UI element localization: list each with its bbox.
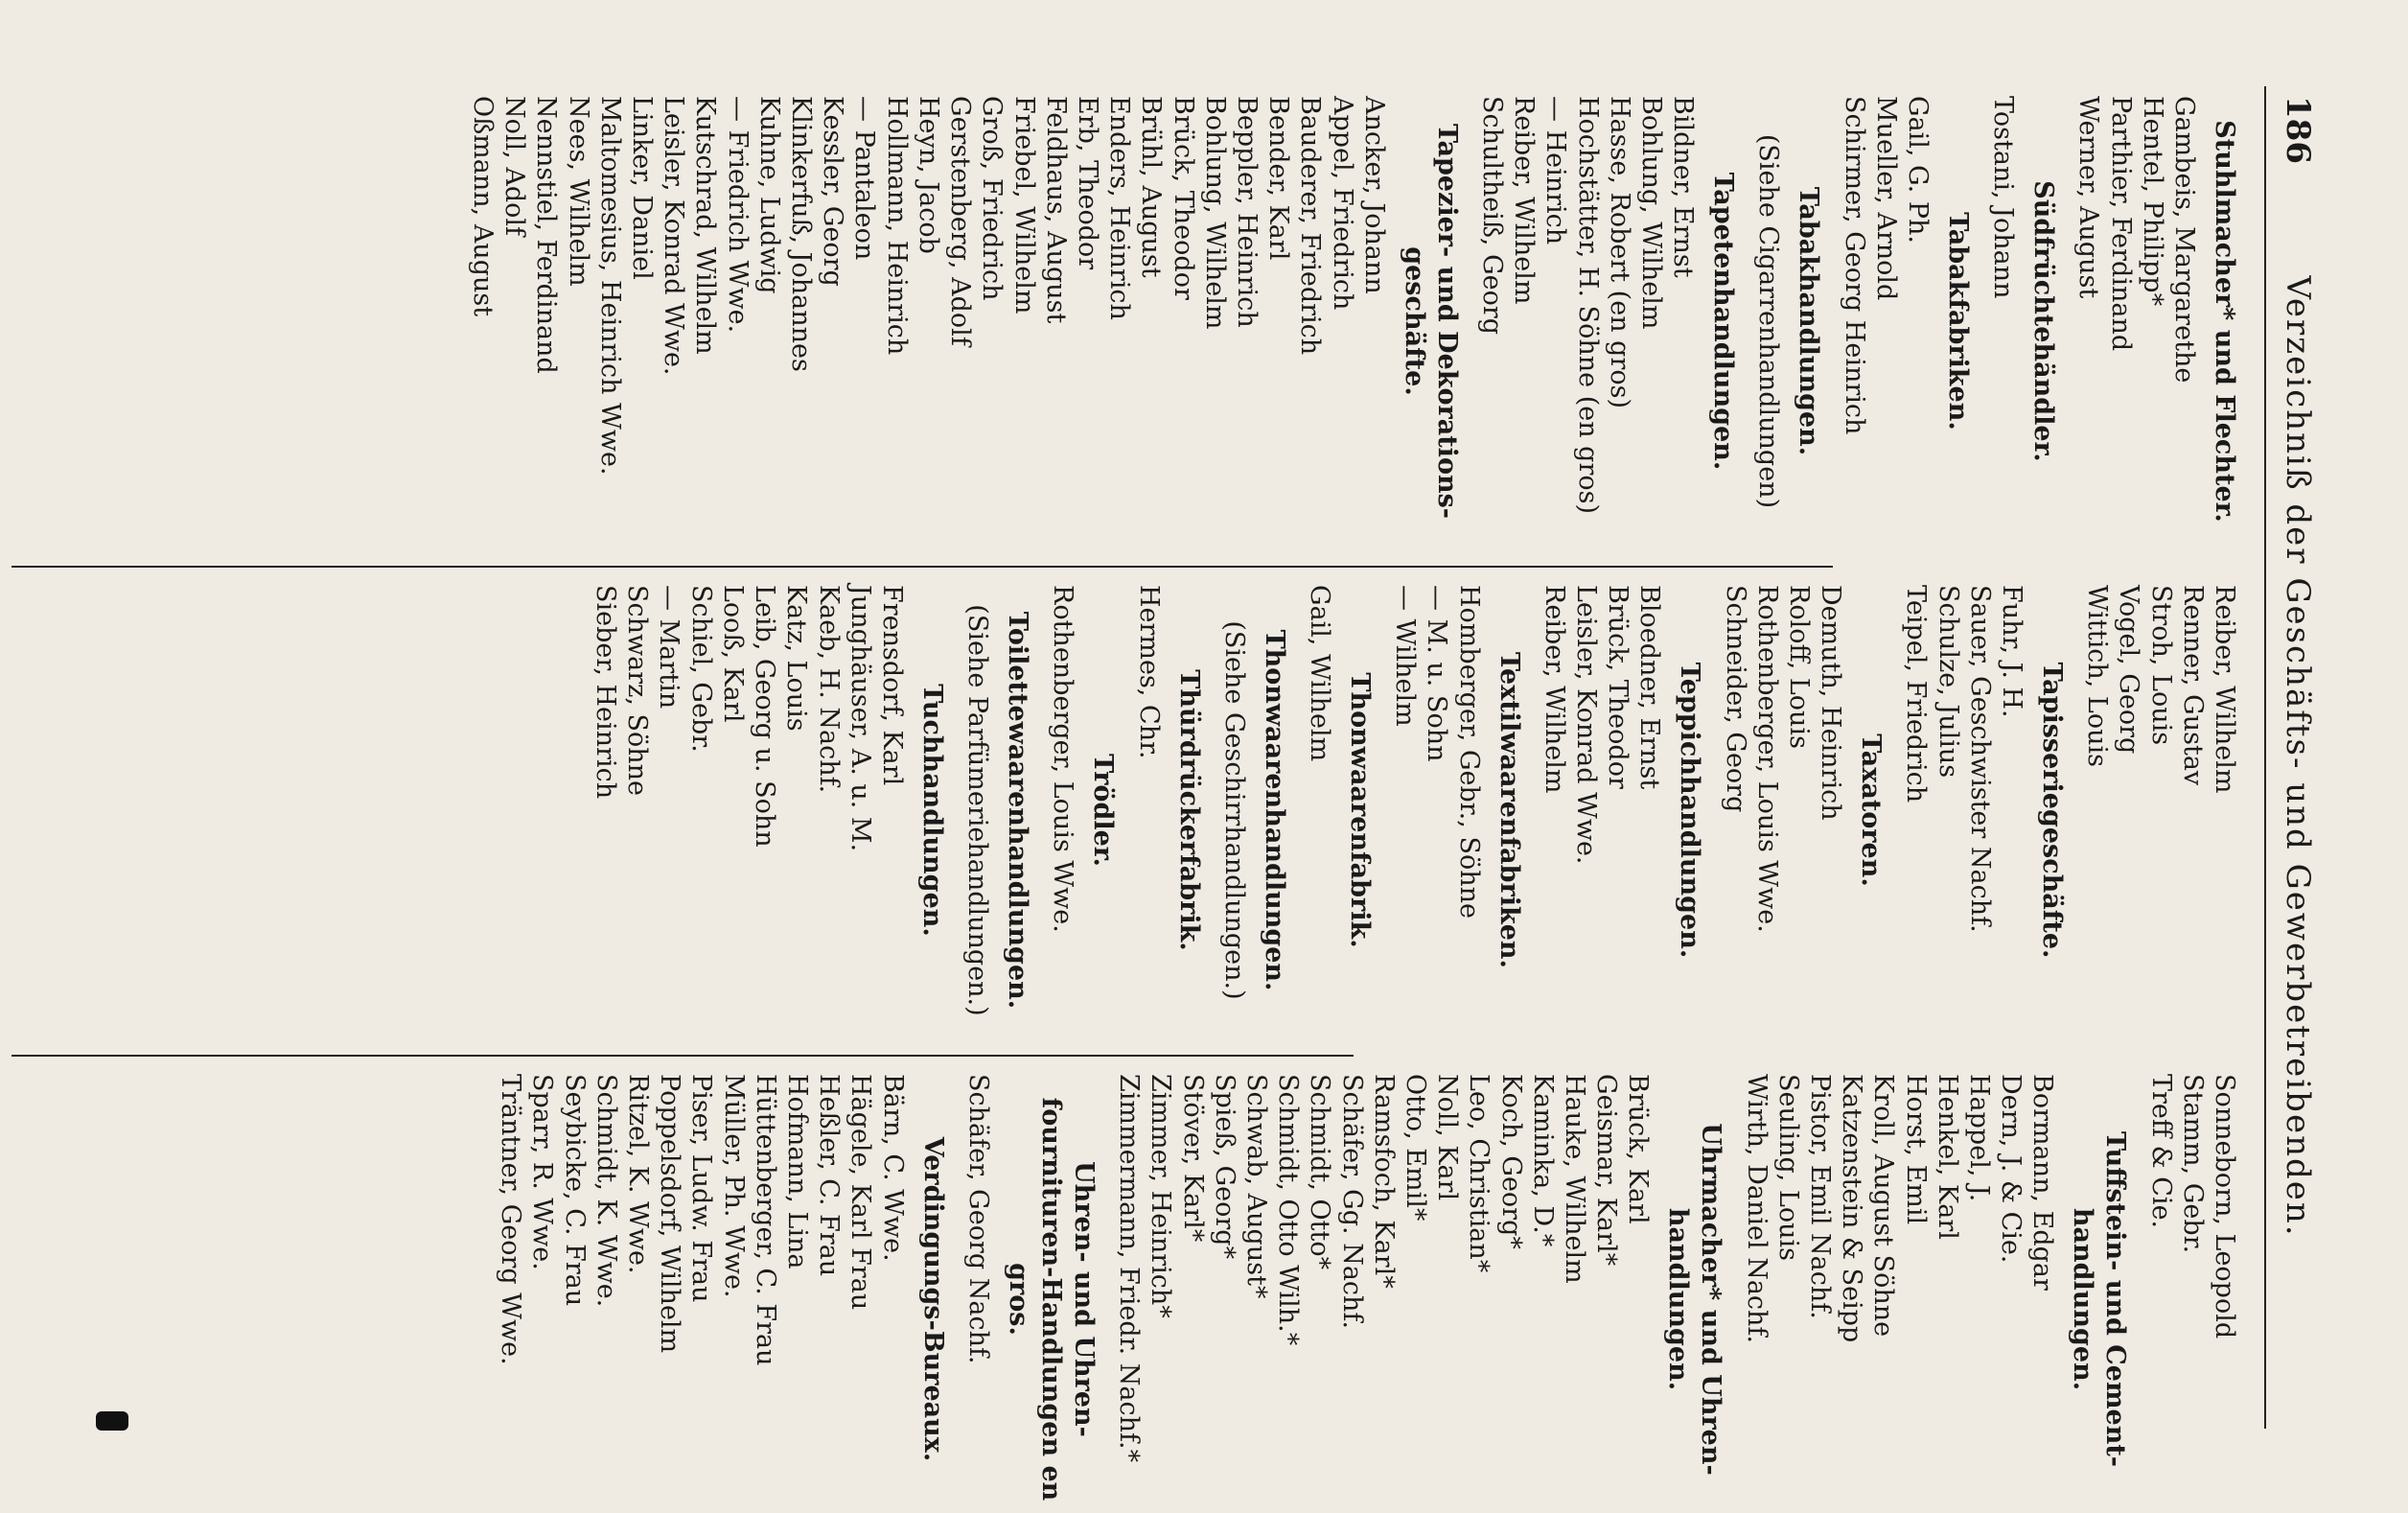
directory-entry: Heyn, Jacob: [913, 96, 943, 254]
directory-entry: Kuhne, Ludwig: [753, 96, 784, 294]
directory-entry: Roloff, Louis: [1783, 585, 1814, 749]
directory-entry: Reiber, Wilhelm: [1509, 96, 1540, 305]
directory-section: [961, 585, 1033, 1036]
page-number: 186: [2279, 96, 2317, 164]
directory-entry: Bormann, Edgar: [2027, 1074, 2058, 1291]
directory-entry: Werner, August: [2073, 96, 2104, 299]
directory-entry: Bildner, Ernst: [1668, 96, 1699, 278]
directory-entry: Gerstenberg, Adolf: [945, 96, 976, 346]
directory-entry: Happel, J.: [1963, 1074, 1994, 1202]
directory-entry: Wittich, Louis: [2082, 585, 2113, 767]
section-heading: Tabakfabriken.: [1942, 212, 1973, 431]
directory-entry: Müller, Ph. Wwe.: [718, 1074, 749, 1298]
cross-reference-note: (Siehe Parfümeriehandlungen.): [962, 604, 993, 1016]
directory-entry: Oßmann, August: [468, 96, 498, 317]
directory-entry: Hentel, Philipp*: [2137, 96, 2167, 307]
directory-entry: Appel, Friedrich: [1327, 96, 1357, 311]
directory-entry: Hüttenberger, C. Frau: [750, 1074, 780, 1366]
directory-entry: Schmidt, K. Wwe.: [590, 1074, 621, 1308]
directory-entry: Schwab, August*: [1240, 1074, 1271, 1299]
cross-reference-note: (Siehe Geschirrhandlungen.): [1218, 620, 1249, 1000]
directory-entry: Noll, Karl: [1432, 1074, 1463, 1201]
directory-entry: Gail, G. Ph.: [1902, 96, 1933, 244]
directory-entry: Sieber, Heinrich: [590, 585, 621, 800]
directory-entry: Hofmann, Lina: [782, 1074, 813, 1269]
directory-entry: Heßler, C. Frau: [814, 1074, 845, 1277]
directory-entry: Feldhaus, August: [1040, 96, 1071, 324]
directory-entry: Schulze, Julius: [1933, 585, 1963, 779]
section-heading: Teppichhandlungen.: [1675, 662, 1705, 959]
directory-entry: Schiel, Gebr.: [685, 585, 716, 753]
directory-entry: Noll, Adolf: [499, 96, 530, 236]
section-heading: Uhrmacher* und Uhren-handlungen.: [1663, 1123, 1726, 1476]
directory-entry: Reiber, Wilhelm: [1539, 585, 1569, 794]
directory-entry: Sparr, R. Wwe.: [527, 1074, 558, 1270]
section-heading: Tabakhandlungen.: [1794, 186, 1824, 456]
directory-section: [1047, 585, 1119, 1036]
directory-entry: Seybicke, C. Frau: [559, 1074, 590, 1307]
directory-entry: Stroh, Louis: [2145, 585, 2176, 746]
running-head: Verzeichniß der Geschäfts- und Gewerbetreibenden.: [2279, 275, 2317, 1238]
directory-entry: Linker, Daniel: [627, 96, 658, 280]
directory-entry: Ancker, Johann: [1358, 96, 1389, 294]
directory-entry: Erb, Theodor: [1072, 96, 1102, 270]
directory-entry: Geismar, Karl*: [1591, 1074, 1622, 1267]
directory-entry: Schmidt, Otto*: [1305, 1074, 1335, 1270]
directory-entry: Schwarz, Söhne: [622, 585, 653, 797]
directory-section: [2081, 585, 2240, 1036]
section-heading: Taxatoren.: [1856, 733, 1887, 887]
directory-entry: Hägele, Karl Frau: [845, 1074, 876, 1311]
section-heading: Textilwaarenfabriken.: [1493, 652, 1524, 968]
directory-entry: Schäfer, Gg. Nachf.: [1336, 1074, 1367, 1330]
directory-section: [1740, 1074, 2131, 1513]
directory-entry: Bauderer, Friedrich: [1295, 96, 1326, 356]
directory-entry: Katz, Louis: [781, 585, 812, 732]
directory-entry: Ritzel, K. Wwe.: [623, 1074, 654, 1274]
directory-entry: Looß, Karl: [717, 585, 748, 723]
directory-entry: Träntner, Georg Wwe.: [496, 1074, 526, 1365]
directory-entry: Brück, Theodor: [1603, 585, 1633, 789]
directory-entry: Hollmann, Heinrich: [881, 96, 912, 356]
directory-entry: Bohlung, Wilhelm: [1635, 96, 1666, 330]
directory-section: [495, 1074, 949, 1513]
directory-section: [1900, 585, 2068, 1036]
directory-entry: Leib, Georg u. Sohn: [750, 585, 780, 848]
directory-entry: Zimmermann, Friedr. Nachf.*: [1114, 1074, 1145, 1463]
directory-entry: — Friedrich Wwe.: [722, 96, 752, 334]
directory-entry: Horst, Emil: [1900, 1074, 1931, 1225]
directory-entry: Otto, Emil*: [1400, 1074, 1430, 1222]
directory-entry: — M. u. Sohn: [1422, 585, 1452, 762]
section-heading: Tapetenhandlungen.: [1708, 172, 1739, 471]
directory-entry: Gambeis, Margarethe: [2169, 96, 2199, 384]
directory-entry: Reiber, Wilhelm: [2210, 585, 2239, 794]
directory-entry: Gail, Wilhelm: [1304, 585, 1334, 762]
directory-entry: Kutschrad, Wilhelm: [690, 96, 721, 355]
directory-entry: Frensdorf, Karl: [876, 585, 907, 786]
directory-entry: Sonneborn, Leopold: [2210, 1074, 2239, 1339]
directory-entry: Friebel, Wilhelm: [1008, 96, 1039, 314]
directory-entry: Teipel, Friedrich: [1901, 585, 1932, 803]
directory-entry: Maltomesius, Heinrich Wwe.: [594, 96, 625, 476]
directory-entry: Hermes, Chr.: [1133, 585, 1164, 759]
ink-mark: [96, 1411, 128, 1431]
section-heading: Verdingungs-Bureaux.: [917, 1136, 948, 1462]
directory-entry: Poppelsdorf, Wilhelm: [655, 1074, 685, 1354]
directory-entry: Nees, Wilhelm: [563, 96, 593, 287]
directory-section: [1132, 585, 1204, 1036]
section-heading: Thonwaarenhandlungen.: [1259, 629, 1289, 991]
directory-section: [1304, 585, 1376, 1036]
directory-entry: Mueller, Arnold: [1870, 96, 1901, 301]
directory-entry: Bohlung, Wilhelm: [1199, 96, 1230, 330]
directory-entry: Katzenstein & Seipp: [1837, 1074, 1867, 1343]
directory-entry: — Wilhelm: [1390, 585, 1421, 727]
directory-entry: Kessler, Georg: [818, 96, 848, 287]
directory-entry: Renner, Gustav: [2177, 585, 2208, 786]
directory-entry: Junghäuser, A. u. M.: [845, 585, 875, 852]
directory-entry: Piser, Ludw. Frau: [686, 1074, 717, 1303]
directory-entry: — Martin: [654, 585, 684, 710]
section-heading: Tapezier- und Dekorations-geschäfte.: [1399, 123, 1462, 519]
directory-entry: — Pantaleon: [849, 96, 880, 261]
directory-entry: Schneider, Georg: [1720, 585, 1750, 813]
column-1: [467, 96, 2240, 547]
directory-section: [590, 585, 948, 1036]
section-heading: Thürdrückerfabrik.: [1173, 669, 1204, 951]
directory-entry: Wirth, Daniel Nachf.: [1741, 1074, 1771, 1344]
directory-entry: Sauer, Geschwister Nachf.: [1964, 585, 1995, 933]
directory-entry: Koch, Georg*: [1495, 1074, 1526, 1249]
directory-entry: Bärn, C. Wwe.: [877, 1074, 908, 1262]
column-3: [495, 1074, 2240, 1513]
directory-entry: Rothenberger, Louis Wwe.: [1048, 585, 1078, 933]
directory-entry: Kroll, August Söhne: [1868, 1074, 1899, 1338]
directory-entry: Brück, Karl: [1623, 1074, 1654, 1224]
directory-section: [1987, 96, 2059, 547]
directory-entry: Spieß, Georg*: [1209, 1074, 1239, 1260]
directory-section: [2144, 1074, 2240, 1513]
directory-entry: Stamm, Gebr.: [2177, 1074, 2208, 1254]
directory-entry: Leo, Christian*: [1464, 1074, 1494, 1273]
directory-entry: Henkel, Karl: [1932, 1074, 1962, 1240]
directory-entry: Enders, Heinrich: [1104, 96, 1135, 320]
directory-entry: Tostani, Johann: [1988, 96, 2019, 299]
directory-entry: Demuth, Heinrich: [1816, 585, 1846, 821]
section-heading: Stuhlmacher* und Flechter.: [2210, 120, 2239, 523]
directory-entry: Treff & Cie.: [2145, 1074, 2176, 1229]
directory-entry: Ramsfoch, Karl*: [1368, 1074, 1399, 1289]
directory-entry: Brück, Theodor: [1168, 96, 1198, 300]
directory-entry: Rothenberger, Louis Wwe.: [1751, 585, 1782, 933]
section-heading: Tuffstein- und Cement-handlungen.: [2068, 1130, 2131, 1467]
directory-entry: Hochstätter, H. Söhne (en gros): [1572, 96, 1603, 515]
directory-entry: Hauke, Wilhelm: [1559, 1074, 1589, 1284]
directory-section: [962, 1074, 1100, 1513]
directory-entry: Seuling, Louis: [1772, 1074, 1803, 1262]
column-2: [590, 585, 2240, 1036]
section-heading: Uhren- und Uhren-fournituren-Handlungen en gros.: [1003, 1097, 1099, 1501]
directory-entry: Beppler, Heinrich: [1231, 96, 1262, 328]
directory-section: [1218, 585, 1290, 1036]
directory-entry: Homberger, Gebr., Söhne: [1453, 585, 1484, 919]
directory-entry: Groß, Friedrich: [977, 96, 1007, 301]
directory-entry: Schultheiß, Georg: [1476, 96, 1507, 336]
directory-section: [1719, 585, 1887, 1036]
directory-section: [1752, 96, 1824, 547]
directory-section: [1476, 96, 1739, 547]
directory-entry: Dern, J. & Cie.: [1996, 1074, 2026, 1264]
section-heading: Tapisseriegeschäfte.: [2036, 662, 2067, 959]
cross-reference-note: (Siehe Cigarrenhandlungen): [1753, 133, 1784, 509]
column-divider-2: [12, 1055, 1354, 1057]
directory-entry: Schirmer, Georg Heinrich: [1839, 96, 1869, 435]
directory-section: [2072, 96, 2240, 547]
directory-entry: Klinkerfuß, Johannes: [786, 96, 817, 372]
directory-entry: Hasse, Robert (en gros): [1604, 96, 1634, 409]
section-heading: Tuchhandlungen.: [916, 684, 947, 937]
section-heading: Südfrüchtehändler.: [2028, 180, 2059, 462]
directory-entry: Bender, Karl: [1263, 96, 1294, 261]
directory-entry: Stöver, Karl*: [1177, 1074, 1208, 1243]
directory-section: [1539, 585, 1706, 1036]
directory-entry: Bloedner, Ernst: [1634, 585, 1665, 790]
column-divider-1: [12, 566, 1833, 568]
directory-section: [1113, 1074, 1726, 1513]
directory-section: [1838, 96, 1974, 547]
directory-section: [1389, 585, 1525, 1036]
directory-entry: Pistor, Emil Nachf.: [1804, 1074, 1835, 1319]
directory-entry: Zimmer, Heinrich*: [1146, 1074, 1176, 1318]
directory-entry: Kaminka, D.*: [1527, 1074, 1558, 1247]
directory-entry: — Heinrich: [1540, 96, 1571, 245]
directory-entry: Kaeb, H. Nachf.: [813, 585, 844, 794]
directory-entry: Schäfer, Georg Nachf.: [962, 1074, 993, 1364]
directory-section: [467, 96, 1463, 547]
section-heading: Toilettewaarenhandlungen.: [1003, 611, 1033, 1010]
directory-entry: Brühl, August: [1136, 96, 1167, 278]
header-rule: [2264, 86, 2266, 1429]
directory-entry: Leisler, Konrad Wwe.: [659, 96, 689, 376]
directory-entry: Vogel, Georg: [2114, 585, 2144, 755]
directory-entry: Schmidt, Otto Wilh.*: [1273, 1074, 1304, 1346]
directory-entry: Fuhr, J. H.: [1996, 585, 2026, 718]
section-heading: Thonwaarenfabrik.: [1344, 672, 1375, 948]
directory-entry: Nennstiel, Ferdinand: [531, 96, 562, 374]
section-heading: Trödler.: [1088, 754, 1119, 867]
directory-entry: Leisler, Konrad Wwe.: [1570, 585, 1601, 865]
directory-entry: Parthier, Ferdinand: [2105, 96, 2136, 352]
